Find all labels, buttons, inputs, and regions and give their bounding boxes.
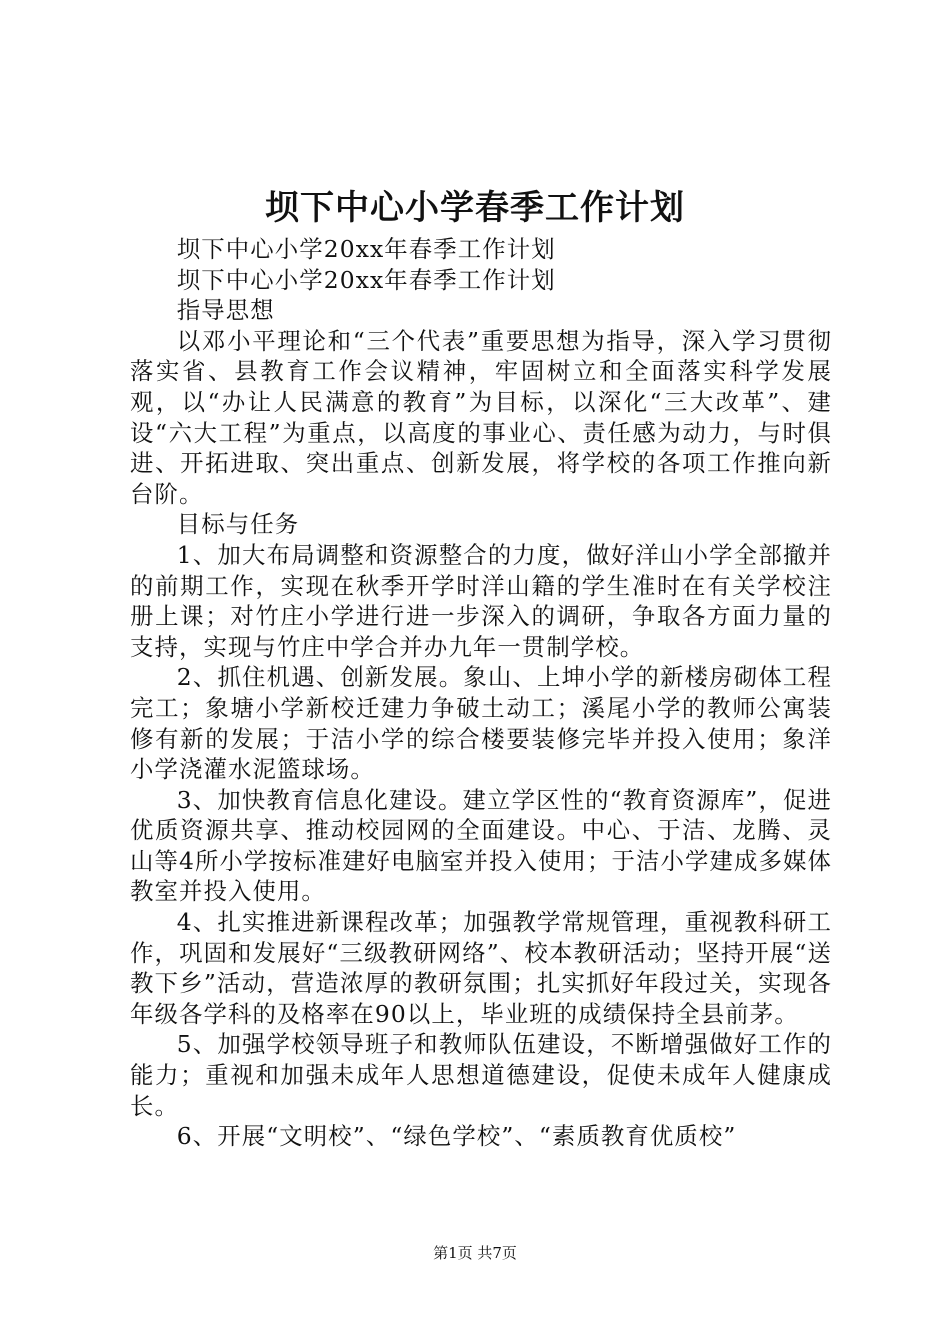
paragraph-task-1: 1、加大布局调整和资源整合的力度，做好洋山小学全部撤并的前期工作，实现在秋季开学时洋山籍的学生准时在有关学校注册上课；对竹庄小学进行进一步深入的调研，争取各方面力量的支持，实现与竹庄中学合并办九年一贯制学校。	[130, 540, 832, 661]
paragraph-guiding-ideology: 以邓小平理论和“三个代表”重要思想为指导，深入学习贯彻落实省、县教育工作会议精神，牢固树立和全面落实科学发展观，以“办让人民满意的教育”为目标，以深化“三大改革”、建设“六大工程”为重点，以高度的事业心、责任感为动力，与时俱进、开拓进取、突出重点、创新发展，将学校的各项工作推向新台阶。	[130, 326, 832, 508]
document-title: 坝下中心小学春季工作计划	[265, 188, 685, 228]
page-footer: 第1页 共7页	[433, 1244, 517, 1262]
paragraph-task-3: 3、加快教育信息化建设。建立学区性的“教育资源库”，促进优质资源共享、推动校园网的全面建设。中心、于洁、龙腾、灵山等4所小学按标准建好电脑室并投入使用；于洁小学建成多媒体教室并投入使用。	[130, 785, 832, 906]
paragraph-task-5: 5、加强学校领导班子和教师队伍建设，不断增强做好工作的能力；重视和加强未成年人思想道德建设，促使未成年人健康成长。	[130, 1030, 832, 1120]
heading-goals-and-tasks: 目标与任务	[176, 510, 300, 539]
paragraph-subtitle-2: 坝下中心小学20xx年春季工作计划	[176, 265, 556, 294]
paragraph-subtitle-1: 坝下中心小学20xx年春季工作计划	[176, 235, 556, 263]
heading-guiding-ideology: 指导思想	[176, 296, 275, 325]
paragraph-task-6: 6、开展“文明校”、“绿色学校”、“素质教育优质校”	[176, 1122, 737, 1151]
document-body	[130, 234, 832, 1152]
paragraph-task-2: 2、抓住机遇、创新发展。象山、上坤小学的新楼房砌体工程完工；象塘小学新校迁建力争破土动工；溪尾小学的教师公寓装修有新的发展；于洁小学的综合楼要装修完毕并投入使用；象洋小学浇灌水泥篮球场。	[130, 663, 832, 784]
paragraph-task-4: 4、扎实推进新课程改革；加强教学常规管理，重视教科研工作，巩固和发展好“三级教研网络”、校本教研活动；坚持开展“送教下乡”活动，营造浓厚的教研氛围；扎实抓好年段过关，实现各年级各学科的及格率在90以上，毕业班的成绩保持全县前茅。	[130, 908, 832, 1028]
